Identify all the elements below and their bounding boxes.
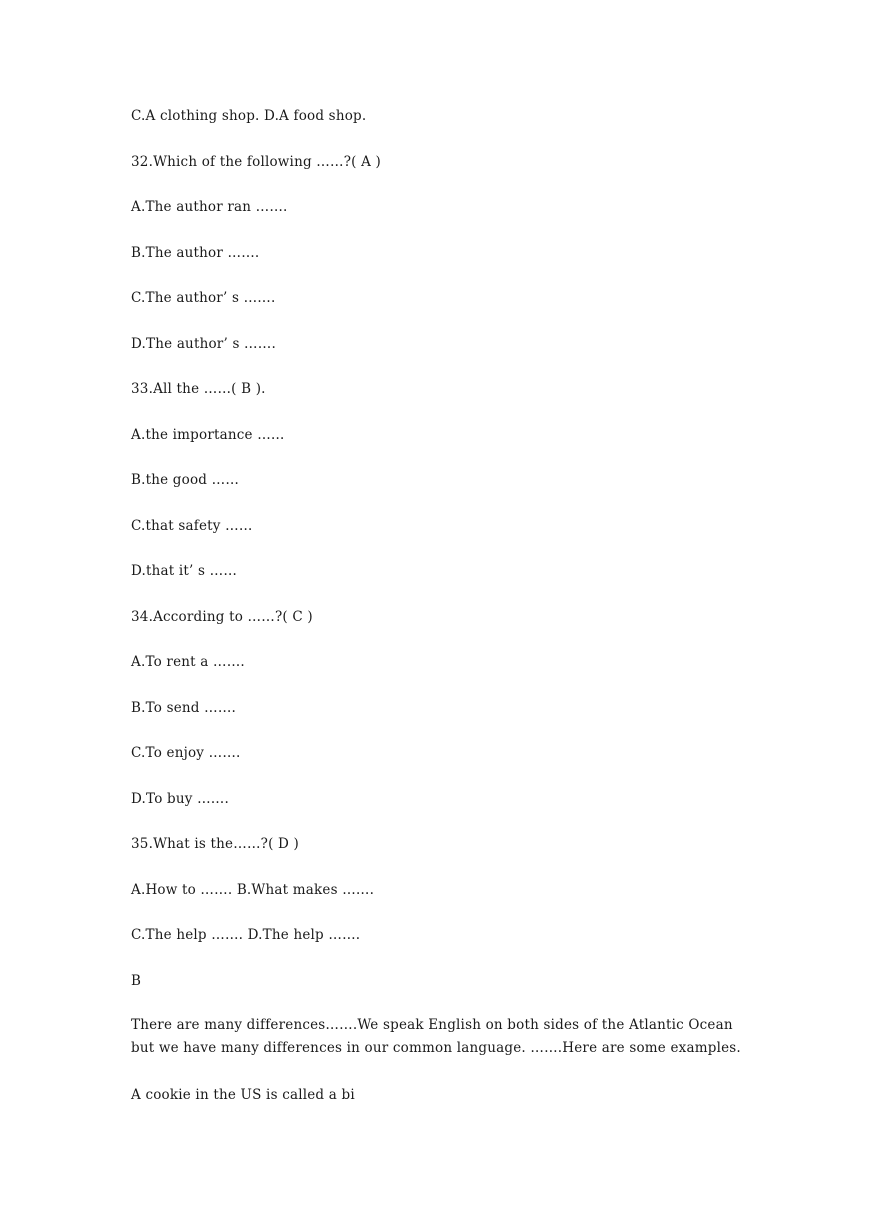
option-line-33-d: D.that it’ s ……	[131, 563, 238, 579]
option-line-32-d: D.The author’ s …….	[131, 336, 276, 352]
section-heading-b: B	[131, 973, 142, 989]
option-line-32-c: C.The author’ s …….	[131, 290, 276, 306]
option-line-34-a: A.To rent a …….	[131, 654, 245, 670]
question-33: 33.All the ……( B ).	[131, 381, 266, 397]
passage-last-line: A cookie in the US is called a bi	[131, 1087, 355, 1103]
option-line-33-c: C.that safety ……	[131, 518, 253, 534]
option-line-35-ab: A.How to ……. B.What makes …….	[131, 882, 375, 898]
option-line-32-b: B.The author …….	[131, 245, 260, 261]
question-32: 32.Which of the following ……?( A )	[131, 154, 382, 170]
option-line-33-a: A.the importance ……	[131, 427, 285, 443]
question-35: 35.What is the……?( D )	[131, 836, 300, 852]
option-line-31-cd: C.A clothing shop. D.A food shop.	[131, 108, 367, 124]
option-line-34-d: D.To buy …….	[131, 791, 229, 807]
question-34: 34.According to ……?( C )	[131, 609, 313, 625]
option-line-35-cd: C.The help ……. D.The help …….	[131, 927, 361, 943]
option-line-33-b: B.the good ……	[131, 472, 240, 488]
passage-paragraph: There are many differences…….We speak English on both sides of the Atlantic Ocean but we have many differences in our common language. …….Here are some examples.	[131, 1017, 741, 1056]
option-line-34-b: B.To send …….	[131, 700, 237, 716]
option-line-34-c: C.To enjoy …….	[131, 745, 241, 761]
option-line-32-a: A.The author ran …….	[131, 199, 288, 215]
